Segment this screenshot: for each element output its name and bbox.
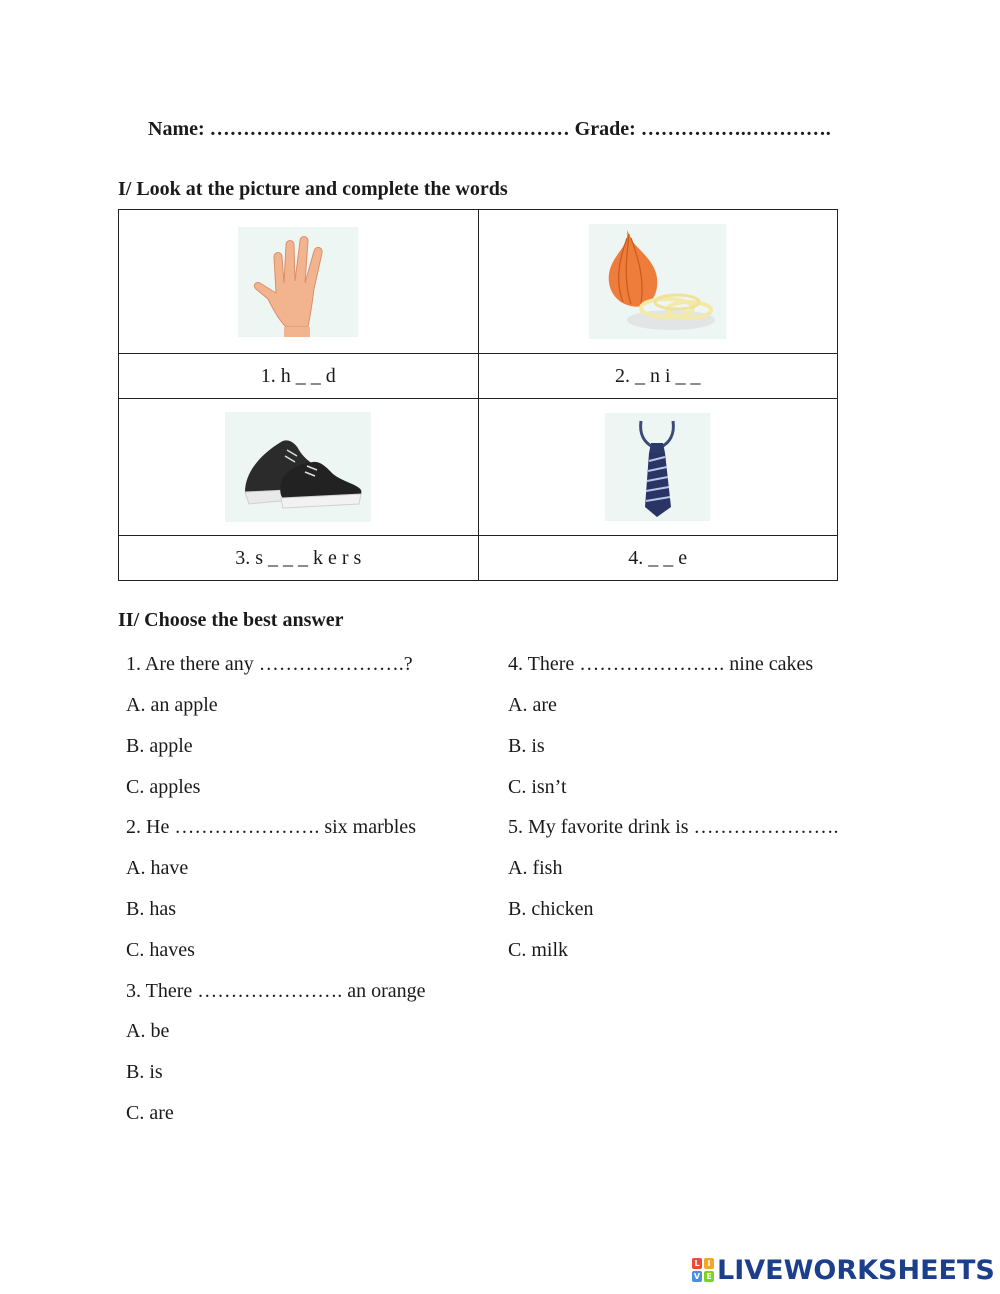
sneakers-icon	[225, 412, 371, 522]
hand-icon	[238, 227, 358, 337]
logo-mark-letter: V	[693, 1272, 701, 1281]
word-label-3: 3. s _ _ _ k e r s	[119, 536, 479, 581]
question-2: 2. He …………………. six marbles	[126, 816, 416, 838]
picture-cell-4	[478, 399, 838, 536]
option-5a[interactable]: A. fish	[508, 857, 563, 879]
option-3c[interactable]: C. are	[126, 1102, 174, 1124]
option-3a[interactable]: A. be	[126, 1020, 170, 1042]
option-2b[interactable]: B. has	[126, 898, 176, 920]
logo-mark-letter: E	[704, 1271, 714, 1282]
logo-text: LIVEWORKSHEETS	[717, 1254, 995, 1286]
tie-icon	[605, 413, 710, 521]
picture-cell-1	[119, 210, 479, 354]
question-4: 4. There …………………. nine cakes	[508, 653, 814, 675]
picture-cell-2	[478, 210, 838, 354]
option-4a[interactable]: A. are	[508, 694, 557, 716]
question-1: 1. Are there any ………………….?	[126, 653, 413, 675]
option-1a[interactable]: A. an apple	[126, 694, 218, 716]
word-label-1: 1. h _ _ d	[119, 354, 479, 399]
word-label-2: 2. _ n i _ _	[478, 354, 838, 399]
onion-icon	[589, 224, 726, 339]
logo-mark-icon	[692, 1258, 714, 1282]
option-2c[interactable]: C. haves	[126, 939, 195, 961]
question-3: 3. There …………………. an orange	[126, 980, 426, 1002]
section-1-title: I/ Look at the picture and complete the words	[118, 178, 508, 200]
picture-cell-3	[119, 399, 479, 536]
option-1b[interactable]: B. apple	[126, 735, 193, 757]
option-3b[interactable]: B. is	[126, 1061, 163, 1083]
option-2a[interactable]: A. have	[126, 857, 189, 879]
question-5: 5. My favorite drink is ………………….	[508, 816, 839, 838]
option-4c[interactable]: C. isn’t	[508, 776, 567, 798]
option-1c[interactable]: C. apples	[126, 776, 201, 798]
logo-mark-letter: L	[692, 1258, 702, 1269]
logo-mark-letter: I	[704, 1258, 714, 1269]
liveworksheets-logo	[692, 1253, 995, 1287]
section-2-title: II/ Choose the best answer	[118, 609, 344, 631]
option-5b[interactable]: B. chicken	[508, 898, 594, 920]
word-picture-table	[118, 209, 838, 581]
word-label-4: 4. _ _ e	[478, 536, 838, 581]
option-4b[interactable]: B. is	[508, 735, 545, 757]
name-grade-line: Name: ……………………………………………… Grade: …………….………….	[148, 118, 831, 140]
option-5c[interactable]: C. milk	[508, 939, 569, 961]
